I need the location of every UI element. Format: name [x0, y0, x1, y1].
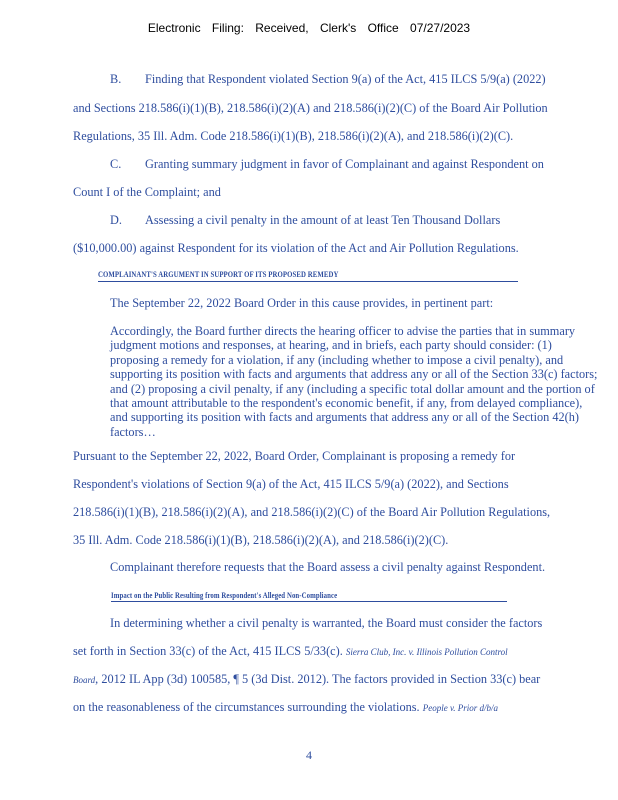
board-order-quote: Accordingly, the Board further directs the hearing officer to advise the parties that in summary judgment motions and responses, at hearing, and in briefs, each party should consider: (1) proposing a remedy for a violation, if any (including whether to impose a civil penalty), and supporting its position with facts and arguments that address any or all of the Section 33(c) factors; and (2) proposing a civil penalty, if any (including a specific total dollar amount and the portion of that amount attributable to the respondent's economic benefit, if any, from delayed compliance), and supporting its position with facts and arguments that address any or all of the Section 42(h) factors… [110, 324, 598, 439]
item-d-label: D. [110, 213, 122, 227]
determining-line-3-text: , 2012 IL App (3d) 100585, ¶ 5 (3d Dist. 2012). The factors provided in Section 33(c) bear [95, 672, 541, 686]
section-heading-impact-underline [111, 601, 507, 602]
determining-line-1: In determining whether a civil penalty is warranted, the Board must consider the factors [110, 616, 543, 630]
determining-line-2 [73, 644, 508, 659]
determining-line-4-text: on the reasonableness of the circumstances surrounding the violations. [73, 700, 420, 714]
case-citation-board: Board [73, 675, 96, 685]
pursuant-line-1: Pursuant to the September 22, 2022, Board Order, Complainant is proposing a remedy for [73, 449, 516, 463]
determining-line-4 [73, 700, 498, 715]
case-citation-sierra-club: Sierra Club, Inc. v. Illinois Pollution Control [345, 647, 508, 657]
pursuant-line-2: Respondent's violations of Section 9(a) of the Act, 415 ILCS 5/9(a) (2022), and Sections [73, 477, 509, 491]
pursuant-line-5: Complainant therefore requests that the Board assess a civil penalty against Respondent. [110, 560, 546, 574]
item-c-line-2: Count I of the Complaint; and [73, 185, 221, 199]
item-c-label: C. [110, 157, 122, 171]
section-heading-remedy: COMPLAINANT'S ARGUMENT IN SUPPORT OF ITS PROPOSED REMEDY [98, 269, 339, 279]
determining-line-3 [73, 672, 540, 687]
item-d-line-1: Assessing a civil penalty in the amount of at least Ten Thousand Dollars [145, 213, 501, 227]
pursuant-line-3: 218.586(i)(1)(B), 218.586(i)(2)(A), and 218.586(i)(2)(C) of the Board Air Pollution Regulations, [73, 505, 551, 519]
item-d-line-2: ($10,000.00) against Respondent for its violation of the Act and Air Pollution Regulations. [73, 241, 519, 255]
item-b-line-1: Finding that Respondent violated Section 9(a) of the Act, 415 ILCS 5/9(a) (2022) [145, 72, 546, 86]
section-heading-underline [98, 281, 518, 282]
item-c-line-1: Granting summary judgment in favor of Complainant and against Respondent on [145, 157, 544, 171]
filing-header: Electronic Filing: Received, Clerk's Office 07/27/2023 [147, 21, 471, 35]
board-order-intro: The September 22, 2022 Board Order in this cause provides, in pertinent part: [110, 296, 494, 310]
case-citation-prior: People v. Prior d/b/a [422, 703, 499, 713]
section-heading-impact: Impact on the Public Resulting from Respondent's Alleged Non-Compliance [111, 590, 338, 600]
item-b-line-3: Regulations, 35 Ill. Adm. Code 218.586(i)(1)(B), 218.586(i)(2)(A), and 218.586(i)(2)(C). [73, 129, 514, 143]
pursuant-line-4: 35 Ill. Adm. Code 218.586(i)(1)(B), 218.586(i)(2)(A), and 218.586(i)(2)(C). [73, 533, 449, 547]
determining-line-2-text: set forth in Section 33(c) of the Act, 415 ILCS 5/33(c). [73, 644, 343, 658]
item-b-label: B. [110, 72, 122, 86]
item-b-line-2: and Sections 218.586(i)(1)(B), 218.586(i)(2)(A) and 218.586(i)(2)(C) of the Board Air Pollution [73, 101, 548, 115]
page-number: 4 [306, 748, 312, 762]
